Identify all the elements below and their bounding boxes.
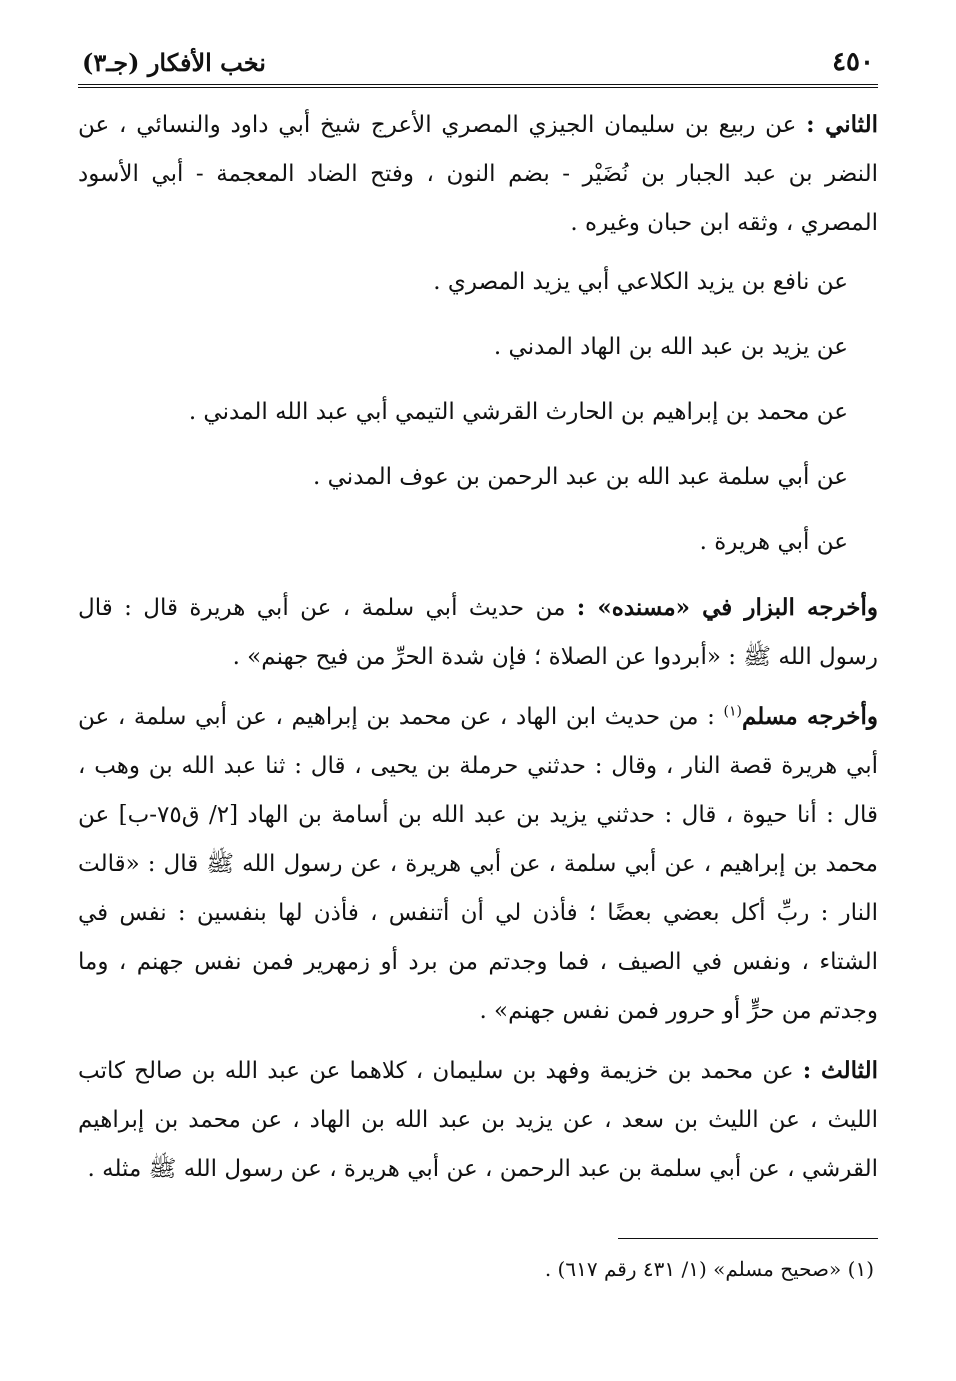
page-header xyxy=(78,40,878,88)
footnote: (١) «صحيح مسلم» (١/ ٤٣١ رقم ٦١٧) . xyxy=(544,1257,874,1281)
chain-line: عن نافع بن يزيد الكلاعي أبي يزيد المصري . xyxy=(433,269,848,295)
paragraph-lead: وأخرجه مسلم xyxy=(741,703,879,730)
paragraph-third-chain xyxy=(78,1046,878,1194)
page-number: ٤٥٠ xyxy=(832,47,874,77)
book-title: نخب الأفكار (جـ٣) xyxy=(82,47,266,77)
footnote-divider xyxy=(618,1238,878,1239)
paragraph-second-chain xyxy=(78,100,878,248)
paragraph-text: عن ربيع بن سليمان الجيزي المصري الأعرج شيخ أبي داود والنسائي ، عن النضر بن عبد الجبار بن نُضَيْر - بضم النون ، وفتح الضاد المعجمة - أبي الأسود المصري ، وثقه ابن حبان وغيره . xyxy=(78,112,878,236)
paragraph-lead: الثاني : xyxy=(806,111,879,138)
paragraph-text: : من حديث ابن الهاد ، عن محمد بن إبراهيم ، عن أبي سلمة ، عن أبي هريرة قصة النار ، وقال : حدثني حرملة بن يحيى ، قال : ثنا عبد الله بن وهب ، قال : أنا حيوة ، قال : حدثني يزيد بن عبد الله بن أسامة بن الهاد [٢/ ق٧٥-ب] عن محمد بن إبراهيم ، عن أبي سلمة ، عن أبي هريرة ، عن رسول الله ﷺ قال : «قالت النار : ربِّ أكل بعضي بعضًا ؛ فأذن لي أن أتنفس ، فأذن لها بنفسين : نفس في الشتاء ، ونفس في الصيف ، فما وجدتم من برد أو زمهرير فمن نفس جهنم ، وما وجدتم من حرٍّ أو حرور فمن نفس جهنم» . xyxy=(78,704,878,1024)
page-body xyxy=(78,100,878,1194)
paragraph-text: عن محمد بن خزيمة وفهد بن سليمان ، كلاهما عن عبد الله بن صالح كاتب الليث ، عن الليث بن سعد ، عن يزيد بن عبد الله بن الهاد ، عن محمد بن إبراهيم القرشي ، عن أبي سلمة بن عبد الرحمن ، عن أبي هريرة ، عن رسول الله ﷺ مثله . xyxy=(78,1058,878,1182)
chain-line: عن محمد بن إبراهيم بن الحارث القرشي التيمي أبي عبد الله المدني . xyxy=(188,399,848,425)
paragraph-lead: وأخرجه البزار في «مسنده» : xyxy=(576,594,878,621)
paragraph-text: من حديث أبي سلمة ، عن أبي هريرة قال : قال رسول الله ﷺ : «أبردوا عن الصلاة ؛ فإن شدة الحرِّ من فيح جهنم» . xyxy=(78,595,878,670)
paragraph-lead: الثالث : xyxy=(802,1057,878,1084)
paragraph-muslim xyxy=(78,692,878,1036)
chain-line: عن أبي سلمة عبد الله بن عبد الرحمن بن عوف المدني . xyxy=(313,464,848,490)
paragraph-bazzar xyxy=(78,583,878,682)
chain-line: عن أبي هريرة . xyxy=(699,529,848,555)
chain-line: عن يزيد بن عبد الله بن الهاد المدني . xyxy=(493,334,848,360)
footnote-reference: (١) xyxy=(723,703,742,720)
book-page xyxy=(78,40,878,1350)
